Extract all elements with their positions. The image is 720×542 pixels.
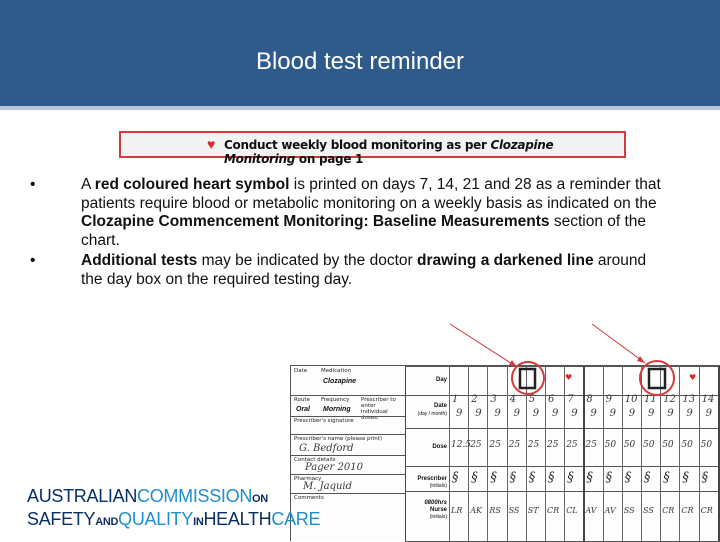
row-time-label: 0800hrs (424, 500, 447, 506)
date-month-13: 9 (686, 408, 693, 419)
date-day-9: 9 (605, 394, 612, 405)
dose-day-1: 12.5 (451, 440, 472, 450)
date-day-3: 3 (490, 394, 497, 405)
heart-icon-day14: ♥ (689, 373, 697, 382)
row-prescriber-label: Prescriber (417, 476, 447, 482)
highlight-circle-2 (640, 361, 674, 395)
date-month-3: 9 (494, 408, 501, 419)
date-month-11: 9 (648, 408, 655, 419)
prescriber-initials-day-5: § (528, 470, 536, 485)
prescriber-initials-day-3: § (490, 470, 497, 485)
dose-day-8: 25 (585, 440, 597, 450)
date-day-5: 5 (528, 394, 536, 405)
row-day-label: Day (435, 377, 447, 383)
frequency-value: Morning (323, 406, 351, 413)
date-day-12: 12 (663, 394, 676, 405)
banner-text: Conduct weekly blood monitoring as per Clozapine Monitoring on page 1 (224, 138, 554, 166)
contact-label: Contact details (294, 457, 336, 463)
date-day-7: 7 (567, 394, 574, 405)
bullet-additional-tests: • Additional tests may be indicated by the doctor drawing a darkened line around the day box on the required testing day. (30, 252, 647, 288)
date-day-1: 1 (452, 394, 459, 405)
medication-value: Clozapine (323, 378, 357, 385)
prescriber-initials-day-14: § (701, 470, 709, 485)
prescriber-initials-day-11: § (644, 470, 651, 485)
prescriber-initials-day-1: § (452, 470, 459, 485)
date-month-1: 9 (456, 408, 463, 419)
arrow-head-1 (509, 360, 517, 367)
nurse-initials-day-9: AV (604, 506, 616, 515)
pointer-arrow-1 (450, 324, 517, 367)
date-month-8: 9 (590, 408, 597, 419)
dose-day-9: 50 (604, 440, 617, 450)
prescriber-initials-day-4: § (509, 470, 517, 485)
heart-icon: ♥ (207, 136, 216, 152)
row-date-sub: (day / month) (417, 411, 447, 417)
nurse-initials-day-12: CR (662, 506, 675, 515)
dose-day-13: 50 (681, 440, 693, 450)
row-nurse-label: Nurse (429, 507, 447, 513)
prescriber-initials-day-2: § (471, 470, 478, 485)
prescriber-signature-label: Prescriber's signature (294, 418, 354, 424)
commission-logo: AUSTRALIANCOMMISSIONON SAFETYANDQUALITYINHEALTHCARE (27, 486, 321, 529)
nurse-initials-day-10: SS (623, 506, 635, 515)
row-prescriber-sub: (initials) (429, 483, 447, 489)
date-day-11: 11 (644, 394, 657, 405)
prescriber-initials-day-8: § (586, 470, 593, 485)
dose-day-3: 25 (489, 440, 501, 450)
route-label: Route (294, 397, 310, 403)
route-value: Oral (296, 406, 311, 413)
date-month-5: 9 (532, 408, 540, 419)
date-day-13: 13 (682, 394, 696, 405)
nurse-initials-day-14: CR (700, 506, 713, 515)
prescriber-initials-day-12: § (663, 470, 670, 485)
date-month-9: 9 (609, 408, 616, 419)
date-month-7: 9 (571, 408, 578, 419)
nurse-initials-day-2: AK (470, 506, 482, 515)
pharmacy-value: M. Jaquid (303, 481, 353, 492)
prescriber-name-value: G. Bedford (299, 443, 354, 454)
date-day-2: 2 (471, 394, 478, 405)
row-date-label: Date (433, 403, 447, 409)
comments-label: Comments (294, 495, 324, 501)
pointer-arrow-2 (592, 324, 645, 363)
nurse-initials-day-13: CR (681, 506, 694, 515)
nurse-initials-day-5: ST (527, 506, 539, 515)
frequency-label: Frequency (321, 397, 350, 403)
nurse-initials-day-1: LR (451, 506, 463, 515)
prescriber-initials-day-13: § (682, 470, 689, 485)
nurse-initials-day-6: CR (547, 506, 560, 515)
prescriber-initials-day-7: § (567, 470, 574, 485)
date-month-2: 9 (475, 408, 482, 419)
heart-icon-day7: ♥ (565, 373, 573, 382)
nurse-initials-day-11: SS (643, 506, 654, 515)
row-nurse-sub: (initials) (429, 514, 447, 520)
date-label: Date (294, 368, 308, 374)
dose-day-5: 25 (527, 440, 540, 450)
prescriber-initials-day-6: § (548, 470, 555, 485)
darkened-day-box-1 (520, 369, 535, 388)
darkened-day-box-2 (649, 369, 665, 388)
medication-label: Medication (321, 368, 352, 374)
dose-day-7: 25 (566, 440, 578, 450)
dose-day-14: 50 (700, 440, 713, 450)
date-day-10: 10 (624, 394, 638, 405)
nurse-initials-day-4: SS (508, 506, 520, 515)
dose-day-4: 25 (508, 440, 521, 450)
nurse-initials-day-7: CL (566, 506, 578, 515)
dose-day-10: 50 (623, 440, 636, 450)
date-month-4: 9 (513, 408, 520, 419)
dose-day-11: 50 (643, 440, 655, 450)
date-month-14: 9 (705, 408, 712, 419)
pharmacy-label: Pharmacy (294, 476, 322, 482)
date-day-4: 4 (509, 394, 516, 405)
date-month-10: 9 (628, 408, 636, 419)
dose-day-12: 50 (662, 440, 674, 450)
date-month-6: 9 (552, 408, 559, 419)
prescriber-initials-day-10: § (624, 470, 632, 485)
date-day-14: 14 (701, 394, 715, 405)
date-day-6: 6 (548, 394, 555, 405)
dose-day-6: 25 (547, 440, 559, 450)
nurse-initials-day-8: AV (585, 506, 597, 515)
prescriber-note: Prescriber to enter individual doses. (361, 397, 396, 421)
dose-day-2: 25 (470, 440, 482, 450)
prescriber-name-label: Prescriber's name (please print) (294, 436, 383, 442)
date-day-8: 8 (586, 394, 593, 405)
nurse-initials-day-3: RS (489, 506, 501, 515)
row-dose-label: Dose (432, 444, 447, 450)
contact-value: Pager 2010 (305, 462, 363, 473)
prescriber-initials-day-9: § (605, 470, 613, 485)
arrow-head-2 (637, 356, 645, 363)
bullet-heart-symbol: • A red coloured heart symbol is printed on days 7, 14, 21 and 28 as a reminder that patients require blood or metabolic monitoring on a weekly basis as indicated on the Clozapine Commencement Monitoring: Baseline Measurements section of the chart. (30, 176, 661, 249)
slide-title: Blood test reminder (255, 48, 465, 75)
date-month-12: 9 (667, 408, 674, 419)
